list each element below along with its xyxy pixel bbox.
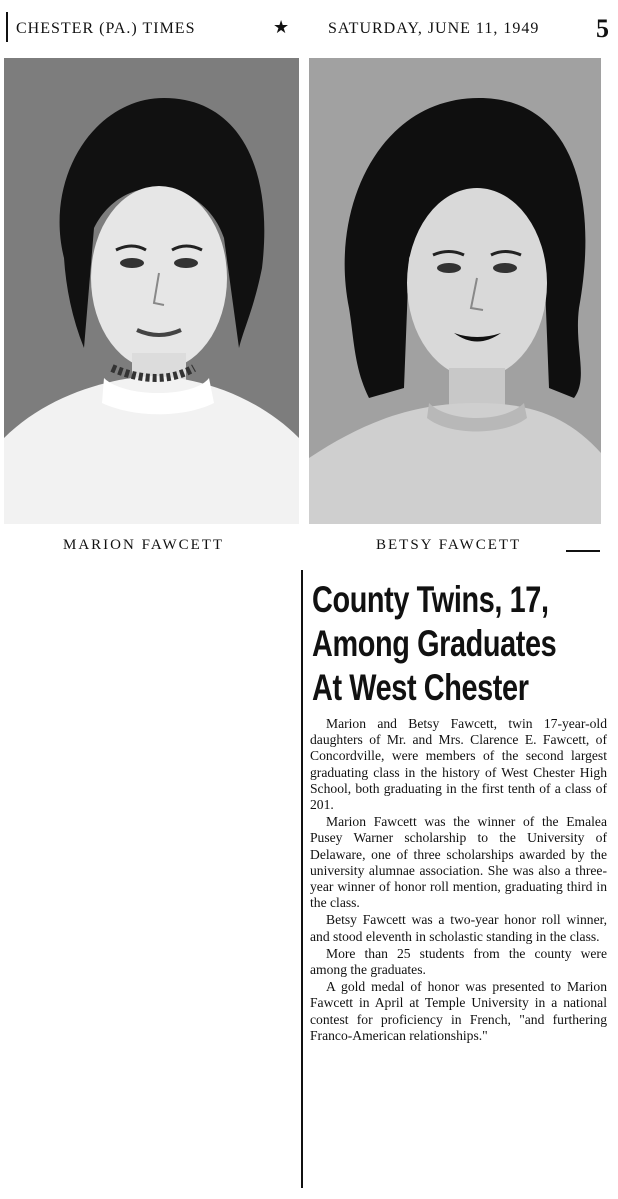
masthead: [0, 0, 618, 46]
page-number: 5: [596, 14, 609, 43]
headline-line-3: At West Chester: [312, 667, 529, 708]
caption-dash: [566, 550, 600, 552]
article-paragraph: Marion Fawcett was the winner of the Emalea Pusey Warner scholarship to the University of Delaware, one of three scholarships awarded by the university alumnae association. She was also a three-year winner of honor roll mention, graduating third in the class.: [310, 814, 607, 911]
masthead-rule: [6, 12, 8, 42]
headline: [312, 578, 557, 710]
article-body: [310, 716, 607, 1045]
caption-betsy: BETSY FAWCETT: [376, 537, 522, 553]
portrait-betsy: [309, 58, 601, 524]
headline-line-2: Among Graduates: [312, 623, 557, 664]
portrait-marion: [4, 58, 299, 524]
article-paragraph: Betsy Fawcett was a two-year honor roll winner, and stood eleventh in scholastic standing in the class.: [310, 912, 607, 944]
column-rule: [301, 570, 303, 1188]
issue-date: SATURDAY, JUNE 11, 1949: [328, 20, 540, 37]
article-paragraph: Marion and Betsy Fawcett, twin 17-year-old daughters of Mr. and Mrs. Clarence E. Fawcett, of Concordville, were members of the second largest graduating class in the history of West Chester High School, both graduating in the first tenth of a class of 201.: [310, 716, 607, 813]
article-paragraph: A gold medal of honor was presented to Marion Fawcett in April at Temple University in a national contest for proficiency in French, "and furthering Franco-American relationships.": [310, 979, 607, 1043]
article-paragraph: More than 25 students from the county were among the graduates.: [310, 945, 607, 978]
photo-marion-fawcett: [4, 58, 299, 524]
headline-line-1: County Twins, 17,: [312, 579, 549, 620]
star-ornament: ★: [273, 17, 290, 37]
newspaper-name: CHESTER (PA.) TIMES: [16, 20, 196, 37]
caption-marion: MARION FAWCETT: [63, 537, 225, 553]
photo-betsy-fawcett: [309, 58, 601, 524]
